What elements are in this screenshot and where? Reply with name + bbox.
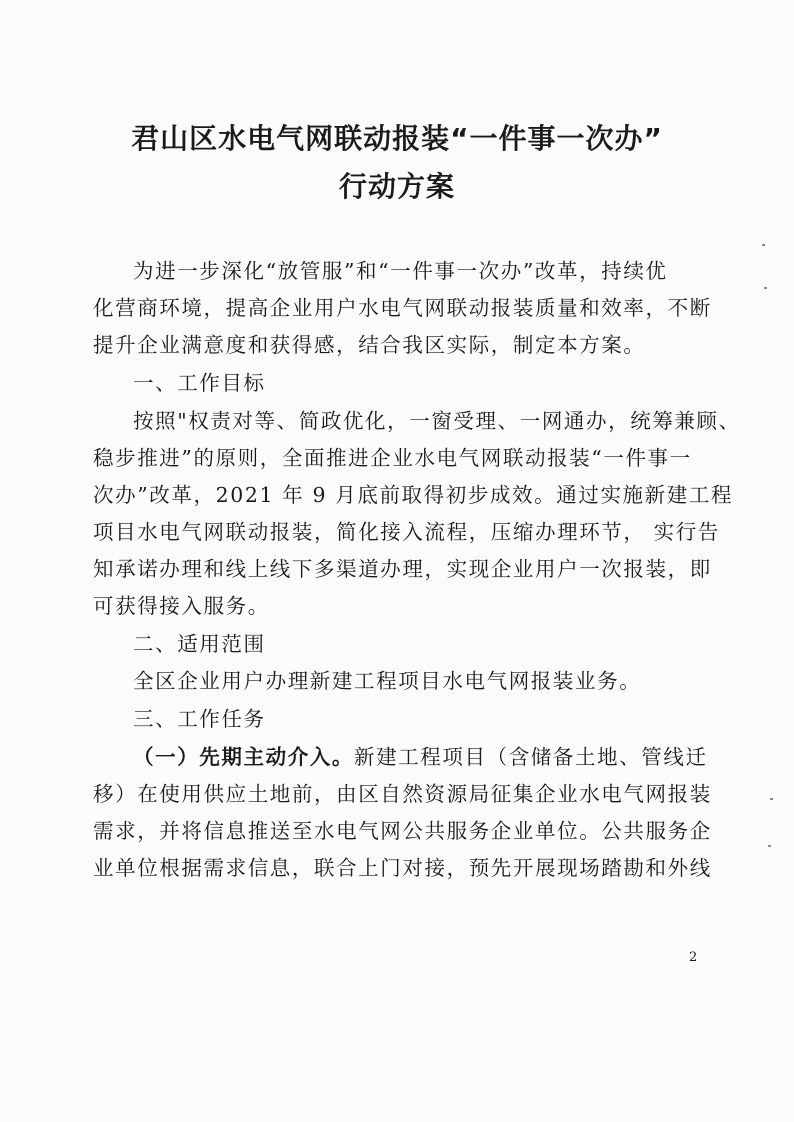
scan-speck [770, 798, 773, 800]
page-number: 2 [689, 950, 698, 965]
intro-line: 为进一步深化“放管服”和“一件事一次办”改革，持续优 [133, 259, 668, 283]
section3-sub-label: （一）先期主动介入。 [133, 745, 354, 769]
section3-subheading-line [133, 743, 708, 771]
section3-line: 业单位根据需求信息，联合上门对接，预先开展现场踏勘和外线 [93, 856, 712, 880]
section1-line: 按照"权责对等、简政优化，一窗受理、一网通办，统筹兼顾、 [133, 409, 741, 433]
section1-line: 项目水电气网联动报装，简化接入流程，压缩办理环节， 实行告 [93, 520, 720, 544]
section2-body: 全区企业用户办理新建工程项目水电气网报装业务。 [133, 669, 642, 693]
section2-heading: 二、适用范围 [133, 632, 266, 656]
intro-line: 提升企业满意度和获得感，结合我区实际，制定本方案。 [93, 333, 646, 357]
section1-line: 可获得接入服务。 [93, 594, 270, 618]
document-title-line2: 行动方案 [338, 170, 455, 203]
section1-heading: 一、工作目标 [133, 371, 266, 395]
section3-line: 需求，并将信息推送至水电气网公共服务企业单位。公共服务企 [93, 819, 712, 843]
scan-speck [762, 244, 765, 246]
scan-speck [768, 845, 771, 847]
scan-speck [764, 287, 767, 289]
section1-line: 稳步推进”的原则，全面推进企业水电气网联动报装“一件事一 [93, 446, 692, 470]
section1-line: 次办”改革，2021 年 9 月底前取得初步成效。通过实施新建工程 [93, 483, 734, 507]
section3-sub-text: 新建工程项目（含储备土地、管线迁 [354, 745, 708, 769]
section3-heading: 三、工作任务 [133, 707, 266, 731]
section3-line: 移）在使用供应土地前，由区自然资源局征集企业水电气网报装 [93, 782, 712, 806]
intro-line: 化营商环境，提高企业用户水电气网联动报装质量和效率，不断 [93, 296, 712, 320]
document-title-line1: 君山区水电气网联动报装“一件事一次办” [131, 122, 663, 155]
section1-line: 知承诺办理和线上线下多渠道办理，实现企业用户一次报装，即 [93, 557, 712, 581]
